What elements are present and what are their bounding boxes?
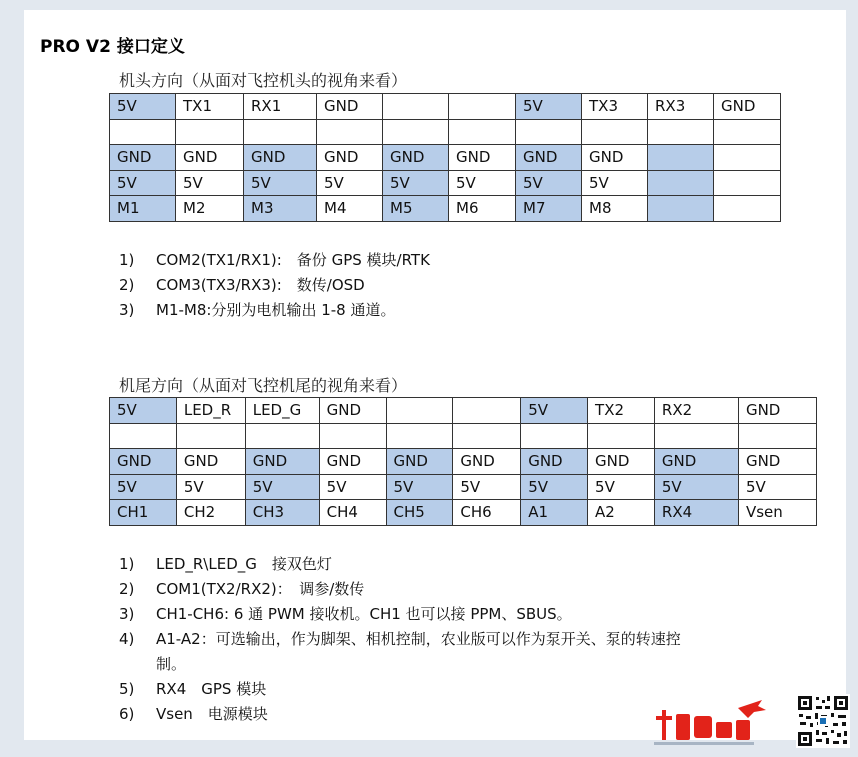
tail-pin-cell [453,398,521,424]
head-pin-cell [110,119,176,145]
head-pin-cell: M1 [110,196,176,222]
head-note-item [119,248,769,273]
head-pin-cell [244,119,317,145]
note-number: 2) [119,276,135,294]
tail-pin-cell: CH3 [245,500,319,526]
tail-notes-list [119,552,699,727]
head-notes-list [119,248,769,323]
head-pin-cell [449,119,516,145]
head-table-row [110,170,781,196]
note-number: 1) [119,251,135,269]
tail-pin-cell: 5V [176,474,245,500]
tail-pin-cell: 5V [654,474,738,500]
tail-pin-cell: RX4 [654,500,738,526]
head-table-row [110,145,781,171]
head-pin-cell: M2 [176,196,244,222]
head-pin-cell [648,170,714,196]
note-text: COM3(TX3/RX3): 数传/OSD [156,276,365,294]
tail-pin-cell: TX2 [588,398,655,424]
head-table-row [110,196,781,222]
tail-pin-cell [110,423,177,449]
head-pin-cell: 5V [110,94,176,120]
head-pin-cell: RX1 [244,94,317,120]
tail-pin-cell: GND [110,449,177,475]
note-number: 3) [119,301,135,319]
head-pin-cell: RX3 [648,94,714,120]
head-pin-cell: GND [110,145,176,171]
head-pin-table [109,93,781,222]
head-pin-cell [714,170,781,196]
tail-pin-cell: CH1 [110,500,177,526]
tail-pin-cell [738,423,816,449]
head-pin-cell: M8 [582,196,648,222]
tail-pin-cell: CH5 [386,500,453,526]
tail-note-item [119,602,699,627]
head-pin-cell: M3 [244,196,317,222]
head-pin-cell: 5V [244,170,317,196]
head-pin-cell [317,119,383,145]
head-pin-cell: M4 [317,196,383,222]
tail-pin-cell: 5V [521,398,588,424]
head-pin-cell: M7 [516,196,582,222]
note-text: RX4 GPS 模块 [156,680,267,698]
tail-pin-cell: GND [738,398,816,424]
head-note-item [119,273,769,298]
head-pin-cell: GND [176,145,244,171]
tail-pin-cell: 5V [588,474,655,500]
note-number: 6) [119,705,135,723]
head-pin-cell [582,119,648,145]
head-pin-cell [714,196,781,222]
note-number: 5) [119,680,135,698]
tail-note-item [119,627,699,677]
head-pin-cell: GND [516,145,582,171]
note-text: Vsen 电源模块 [156,705,268,723]
head-pin-cell: M6 [449,196,516,222]
tail-pin-cell: GND [319,449,386,475]
head-pin-cell [516,119,582,145]
tail-table-row [110,500,817,526]
tail-note-item [119,677,699,702]
tail-pin-cell: 5V [521,474,588,500]
note-text: COM1(TX2/RX2)： 调参/数传 [156,580,365,598]
note-number: 3) [119,605,135,623]
head-pin-cell: GND [317,145,383,171]
tail-pin-cell [245,423,319,449]
tail-table-row [110,398,817,424]
document-page [24,10,846,740]
tail-pin-cell: A1 [521,500,588,526]
head-pin-cell [648,119,714,145]
head-pin-cell [648,145,714,171]
tail-pin-cell: 5V [319,474,386,500]
tail-pin-cell [386,423,453,449]
page-title: PRO V2 接口定义 [40,37,185,57]
head-pin-cell: 5V [516,170,582,196]
head-pin-cell: GND [317,94,383,120]
tail-pin-table [109,397,817,526]
head-pin-cell: GND [449,145,516,171]
tail-pin-cell: CH2 [176,500,245,526]
tail-table-row [110,423,817,449]
head-section-caption: 机头方向（从面对飞控机头的视角来看） [119,71,408,90]
head-pin-cell: 5V [449,170,516,196]
head-pin-cell: M5 [383,196,449,222]
tail-pin-cell: CH6 [453,500,521,526]
tail-pin-cell: GND [319,398,386,424]
head-pin-cell: GND [244,145,317,171]
tail-pin-cell: A2 [588,500,655,526]
tail-pin-cell: RX2 [654,398,738,424]
head-pin-cell [449,94,516,120]
tail-note-item [119,552,699,577]
tail-note-item [119,577,699,602]
tail-pin-cell: 5V [110,398,177,424]
head-pin-cell: GND [714,94,781,120]
note-text: CH1-CH6: 6 通 PWM 接收机。CH1 也可以接 PPM、SBUS。 [156,605,572,623]
head-pin-cell [714,145,781,171]
head-pin-cell: 5V [383,170,449,196]
tail-pin-cell: GND [453,449,521,475]
tail-pin-cell: GND [386,449,453,475]
head-pin-cell [383,119,449,145]
note-text: M1-M8:分别为电机输出 1-8 通道。 [156,301,396,319]
tail-pin-cell: Vsen [738,500,816,526]
head-pin-cell: 5V [176,170,244,196]
qr-code-icon [796,694,850,748]
note-number: 1) [119,555,135,573]
head-table-row [110,119,781,145]
tail-pin-cell: GND [521,449,588,475]
note-number: 4) [119,630,135,648]
tail-pin-cell [453,423,521,449]
tail-pin-cell [319,423,386,449]
tail-table-row [110,474,817,500]
head-pin-cell: GND [383,145,449,171]
head-pin-cell: TX1 [176,94,244,120]
tail-pin-cell: 5V [245,474,319,500]
tail-pin-cell: CH4 [319,500,386,526]
tail-table-row [110,449,817,475]
tail-section-caption: 机尾方向（从面对飞控机尾的视角来看） [119,376,408,395]
tail-pin-cell [521,423,588,449]
head-note-item [119,298,769,323]
note-number: 2) [119,580,135,598]
tail-pin-cell [654,423,738,449]
tail-pin-cell [386,398,453,424]
head-pin-cell: 5V [110,170,176,196]
tail-pin-cell: GND [176,449,245,475]
head-table-row [110,94,781,120]
tail-pin-cell: 5V [738,474,816,500]
tail-pin-cell: GND [245,449,319,475]
head-pin-cell: 5V [516,94,582,120]
tail-pin-cell: 5V [110,474,177,500]
head-pin-cell: GND [582,145,648,171]
tail-pin-cell: LED_G [245,398,319,424]
head-pin-cell: TX3 [582,94,648,120]
tail-pin-cell: GND [588,449,655,475]
head-pin-cell: 5V [582,170,648,196]
tail-pin-cell: GND [738,449,816,475]
head-pin-cell [714,119,781,145]
tail-pin-cell: 5V [386,474,453,500]
tail-pin-cell [588,423,655,449]
head-pin-cell [383,94,449,120]
head-pin-cell [648,196,714,222]
head-pin-cell [176,119,244,145]
tail-pin-cell: LED_R [176,398,245,424]
note-text: COM2(TX1/RX1): 备份 GPS 模块/RTK [156,251,430,269]
tail-pin-cell: 5V [453,474,521,500]
note-text: LED_R\LED_G 接双色灯 [156,555,332,573]
tail-pin-cell: GND [654,449,738,475]
note-text: A1-A2：可选输出，作为脚架、相机控制，农业版可以作为泵开关、泵的转速控制。 [156,630,681,673]
tail-note-item [119,702,699,727]
tail-pin-cell [176,423,245,449]
model-plane-logo-icon [650,700,770,750]
head-pin-cell: 5V [317,170,383,196]
